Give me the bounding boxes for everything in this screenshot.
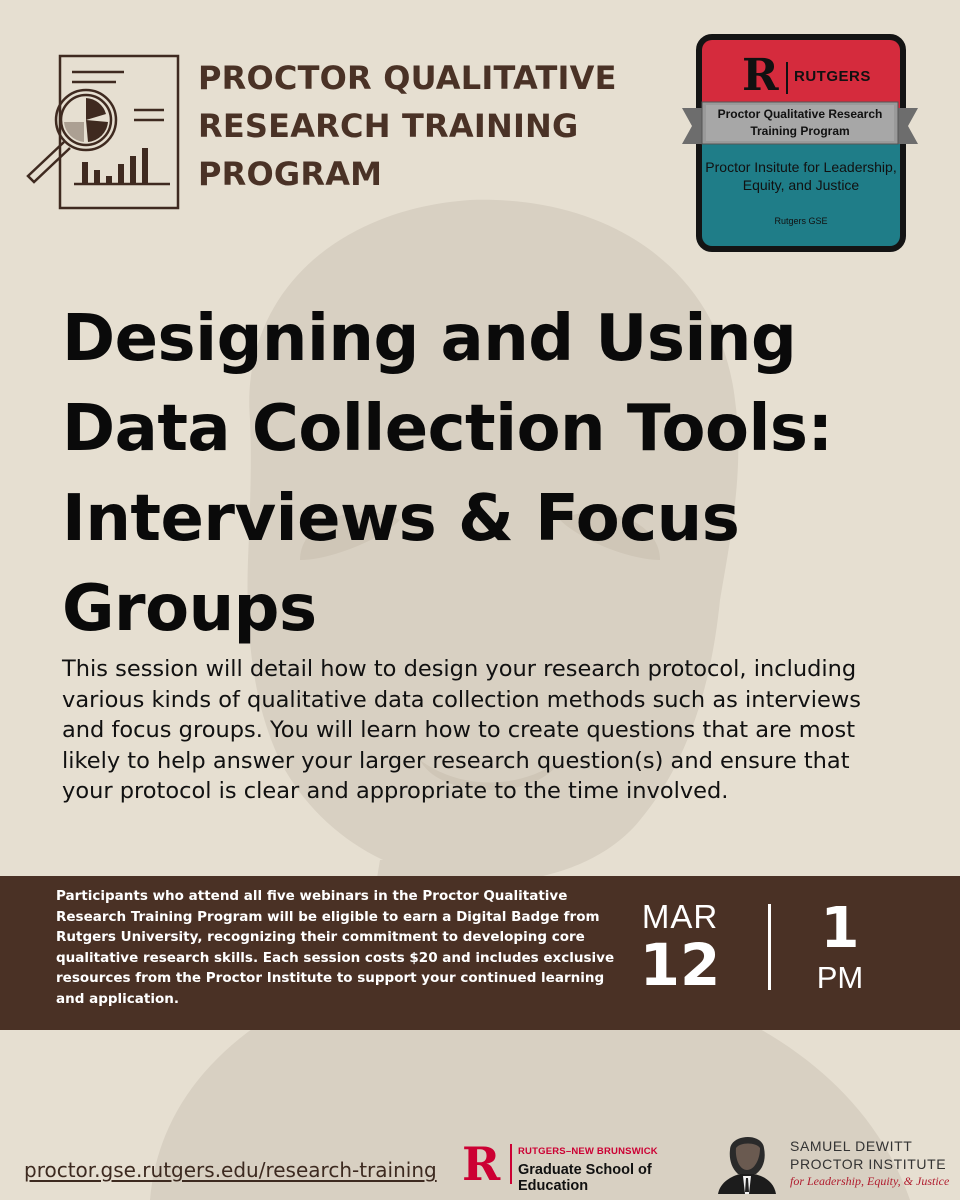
gse-campus-text: RUTGERS–NEW BRUNSWICK xyxy=(518,1146,658,1157)
proctor-portrait-icon xyxy=(716,1124,778,1194)
gse-school-text: Graduate School of Education xyxy=(518,1162,652,1194)
badge-eligibility-text: Participants who attend all five webinars in the Proctor Qualitative Research Training Program will be eligible to earn a Digital Badge from Rutgers University, recognizing their commitment to developing core qualitative research skills. Each session costs $20 and includes exclusive resources from the Proctor Institute to support your continued learning and application. xyxy=(56,888,615,1007)
rutgers-gse-logo xyxy=(462,1137,712,1194)
badge-divider xyxy=(786,62,788,94)
date-day: 12 xyxy=(639,931,721,999)
research-magnifier-chart-icon xyxy=(24,52,184,212)
time-ampm: PM xyxy=(816,960,864,995)
date-time-divider xyxy=(768,904,771,990)
rutgers-r-logo: R xyxy=(742,50,779,101)
session-title: Designing and Using Data Collection Tools: Interviews & Focus Groups xyxy=(62,302,833,646)
proctor-tagline: for Leadership, Equity, & Justice xyxy=(790,1174,950,1188)
badge-ribbon-text: Proctor Qualitative Research Training Program xyxy=(717,107,883,138)
proctor-name-line2: PROCTOR INSTITUTE xyxy=(790,1156,947,1172)
date-month: MAR xyxy=(641,898,719,935)
badge-institute-text: Proctor Insitute for Leadership, Equity, and Justice xyxy=(705,159,897,193)
badge-school-text: Rutgers GSE xyxy=(774,216,828,226)
time-hour: 1 xyxy=(820,896,860,961)
session-description: This session will detail how to design your research protocol, including various kinds of qualitative data collection methods such as interviews and focus groups. You will learn how to create questions that are most likely to help answer your larger research question(s) and ensure that your protocol is clear and appropriate to the time involved. xyxy=(62,656,861,804)
digital-badge xyxy=(682,32,918,254)
proctor-name-line1: SAMUEL DEWITT xyxy=(790,1138,913,1154)
gse-logo-divider xyxy=(510,1144,512,1184)
program-title: PROCTOR QUALITATIVE RESEARCH TRAINING PROGRAM xyxy=(198,59,617,193)
gse-r-logo: R xyxy=(462,1137,501,1191)
info-band xyxy=(0,876,960,1030)
research-training-link[interactable]: proctor.gse.rutgers.edu/research-training xyxy=(24,1158,437,1182)
proctor-institute-logo xyxy=(716,1124,956,1196)
badge-rutgers-wordmark: RUTGERS xyxy=(794,68,871,85)
